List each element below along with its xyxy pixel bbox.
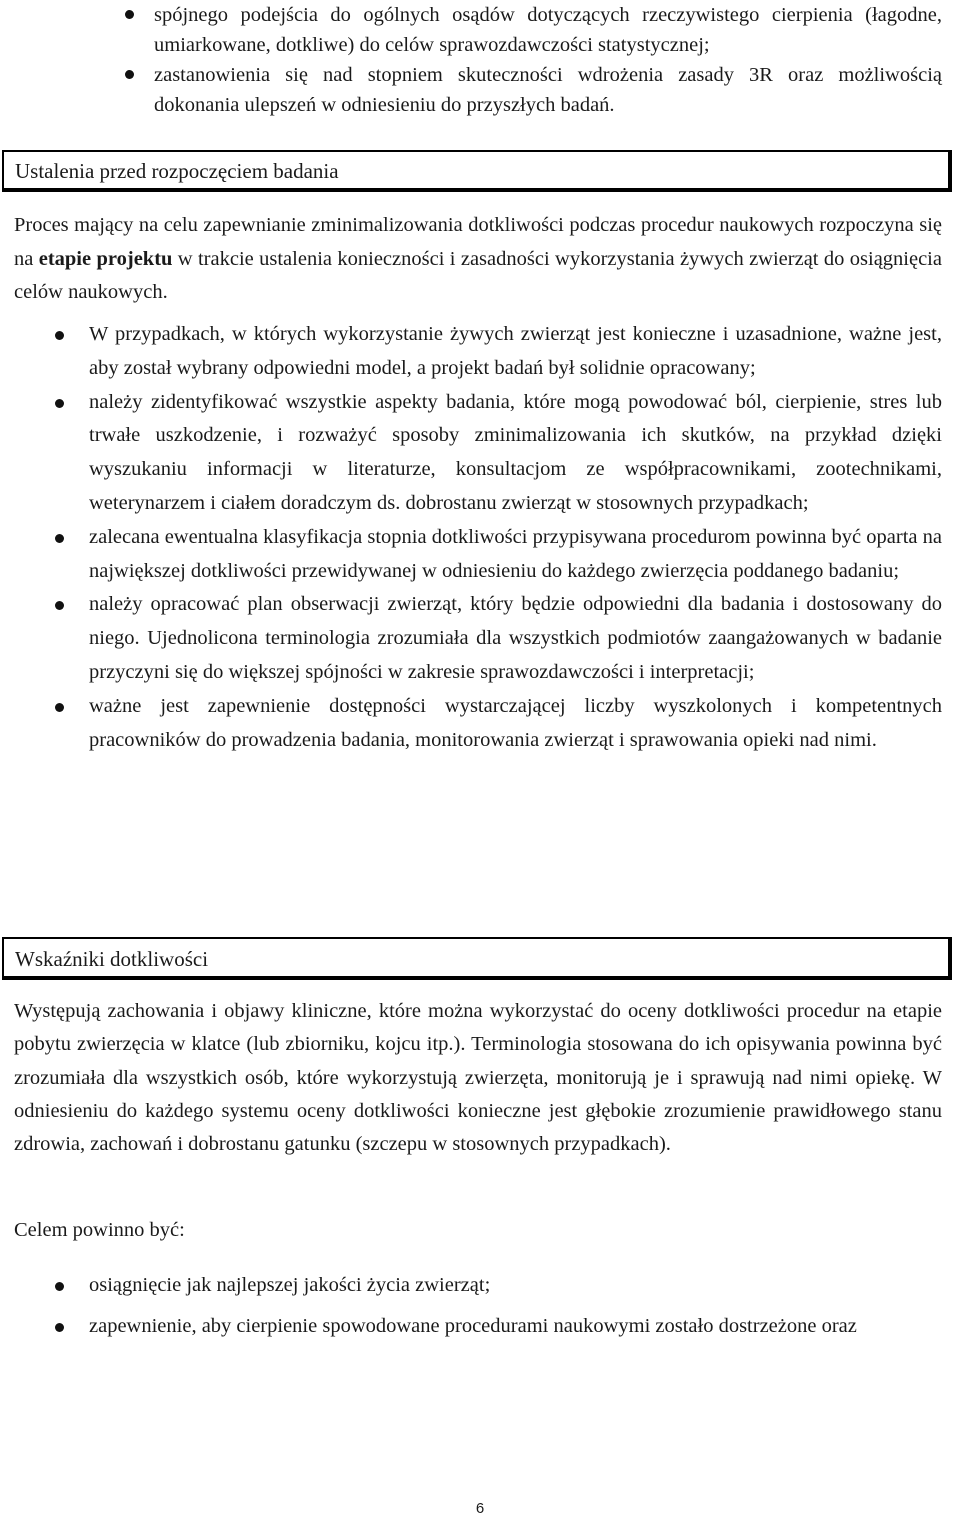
goal-bullet-list [14,1269,942,1343]
list-item: należy opracować plan obserwacji zwierząt, który będzie odpowiedni dla badania i dostosowany do niego. Ujednolicona terminologia zrozumiała dla wszystkich podmiotów zaangażowanych w badanie przyczyni się do większej spójności w zakresie sprawozdawczości i interpretacji; [14,588,942,689]
section-bullet-list [14,318,942,757]
list-item: zapewnienie, aby cierpienie spowodowane procedurami naukowymi zostało dostrzeżone oraz [14,1310,942,1344]
bullet-icon [55,534,64,543]
bullet-icon [125,70,134,79]
list-item: osiągnięcie jak najlepszej jakości życia zwierząt; [14,1269,942,1303]
bullet-icon [125,10,134,19]
section-heading: Ustalenia przed rozpoczęciem badania [2,150,952,192]
bullet-icon [55,703,64,712]
bullet-icon [55,1282,64,1291]
list-item: W przypadkach, w których wykorzystanie żywych zwierząt jest konieczne i uzasadnione, ważne jest, aby został wybrany odpowiedni model, a projekt badań był solidnie opracowany; [14,318,942,386]
section-heading: Wskaźniki dotkliwości [2,937,952,980]
page-number: 6 [475,1500,485,1517]
bullet-icon [55,601,64,610]
bullet-icon [55,399,64,408]
bullet-icon [55,1323,64,1332]
section-intro-paragraph: Proces mający na celu zapewnianie zminimalizowania dotkliwości podczas procedur naukowych rozpoczyna się na etapie projektu w trakcie ustalenia konieczności i zasadności wykorzystania żywych zwierząt do osiągnięcia celów naukowych. [14,214,942,304]
list-item: zalecana ewentualna klasyfikacja stopnia dotkliwości przypisywana procedurom powinna być oparta na największej dotkliwości przewidywanej w odniesieniu do każdego zwierzęcia poddanego badaniu; [14,521,942,589]
goal-intro: Celem powinno być: [14,1219,185,1241]
section-paragraph: Występują zachowania i objawy kliniczne, które można wykorzystać do oceny dotkliwości procedur na etapie pobytu zwierzęcia w klatce (lub zbiorniku, kojcu itp.). Terminologia stosowana do ich opisywania powinna być zrozumiała dla wszystkich osób, które wykorzystują zwierzęta, monitorują je i sprawują nad nimi opiekę. W odniesieniu do każdego systemu oceny dotkliwości konieczne jest głębokie zrozumienie prawidłowego stanu zdrowia, zachowań i dobrostanu gatunku (szczepu w stosownych przypadkach). [14,1000,942,1156]
list-item: spójnego podejścia do ogólnych osądów dotyczących rzeczywistego cierpienia (łagodne, umiarkowane, dotkliwe) do celów sprawozdawczości statystycznej; [14,0,942,60]
top-bullet-list [14,0,942,120]
list-item: należy zidentyfikować wszystkie aspekty badania, które mogą powodować ból, cierpienie, stres lub trwałe uszkodzenie, i rozważyć sposoby zminimalizowania ich skutków, na przykład dzięki wyszukaniu informacji w literaturze, konsultacjom ze współpracownikami, zootechnikami, weterynarzem i ciałem doradczym ds. dobrostanu zwierząt w stosownych przypadkach; [14,386,942,521]
list-item: ważne jest zapewnienie dostępności wystarczającej liczby wyszkolonych i kompetentnych pracowników do prowadzenia badania, monitorowania zwierząt i sprawowania opieki nad nimi. [14,690,942,758]
list-item: zastanowienia się nad stopniem skuteczności wdrożenia zasady 3R oraz możliwością dokonania ulepszeń w odniesieniu do przyszłych badań. [14,60,942,120]
bullet-icon [55,331,64,340]
emphasis-text: etapie projektu [38,247,173,270]
